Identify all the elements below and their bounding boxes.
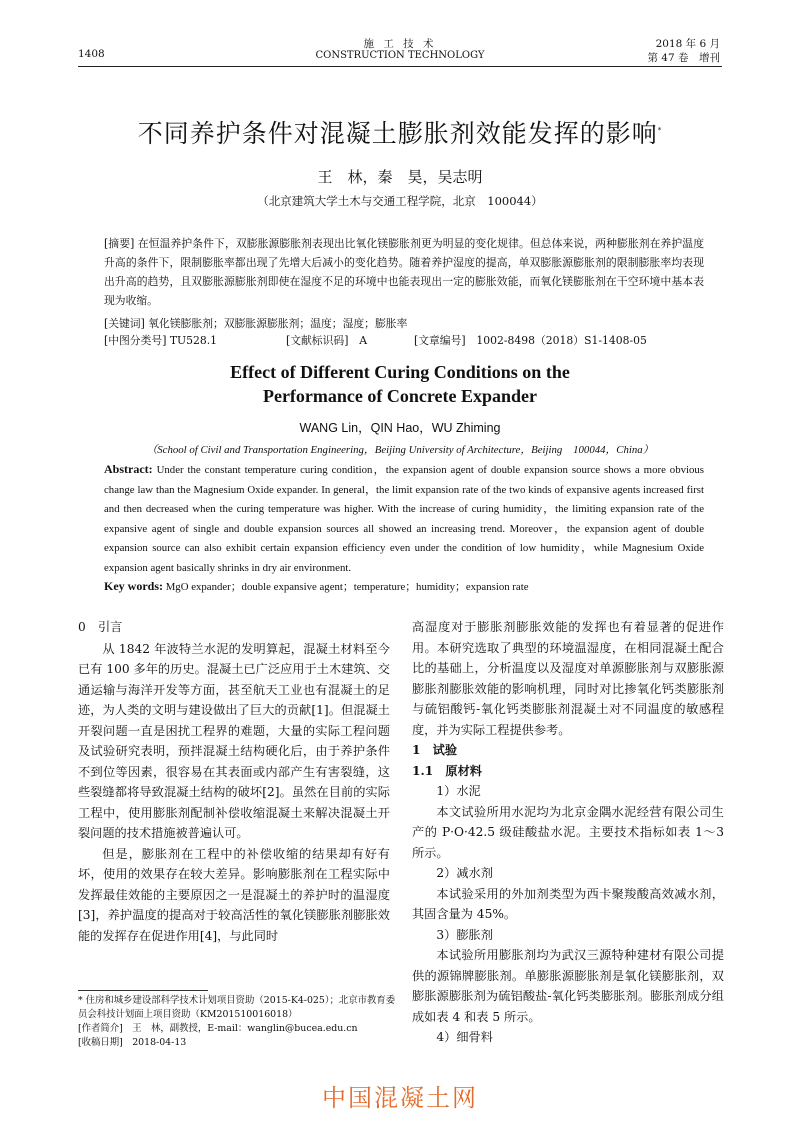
abstract-en [104,460,704,578]
abstract-cn: [摘要] 在恒温养护条件下，双膨胀源膨胀剂表现出比氧化镁膨胀剂更为明显的变化规律。但总体来说，两种膨胀剂在养护温度升高的条件下，限制膨胀率都出现了先增大后减小的变化趋势。随着养护湿度的提高，单双膨胀源膨胀剂的限制膨胀率均表现出升高的趋势，且双膨胀源膨胀剂即使在湿度不足的环境中也能表现出一定的膨胀效能，而氧化镁膨胀剂在干空环境中基本表现为收缩。 [104,237,704,307]
article-title-cn [0,114,800,150]
journal-name-en: CONSTRUCTION TECHNOLOGY [315,50,485,61]
paragraph: 本试验采用的外加剂类型为西卡聚羧酸高效减水剂，其固含量为 45%。 [412,886,724,921]
body-right-column [412,617,724,1048]
authors-cn: 王 林，秦 昊，吴志明 [317,168,483,186]
material-heading-fine-aggregate: 4）细骨料 [436,1030,493,1044]
body-left-column [78,617,390,946]
title-footnote-mark: * [657,126,663,135]
paragraph: 本试验所用膨胀剂均为武汉三源特种建材有限公司提供的源锦牌膨胀剂。单膨胀源膨胀剂是氧化镁膨胀剂，双膨胀源膨胀剂为硫铝酸盐-氧化钙类膨胀剂。膨胀剂成分组成如表 4 和表 5 所示。 [412,948,724,1024]
footnote-author: [作者简介] 王 林，副教授，E-mail：wanglin@bucea.edu.cn [78,1023,358,1034]
article-title-en-line2: Performance of Concrete Expander [262,386,538,406]
keywords-en [104,577,704,598]
paragraph: 本文试验所用水泥均为北京金隅水泥经营有限公司生产的 P·O·42.5 级硅酸盐水泥。主要技术指标如表 1～3 所示。 [412,804,724,860]
affiliation-cn: （北京建筑大学土木与交通工程学院，北京 100044） [257,194,543,208]
paragraph: 高湿度对于膨胀剂膨胀效能的发挥也有着显著的促进作用。本研究选取了典型的环境温湿度，在相同混凝土配合比的基础上，分析温度以及湿度对单源膨胀剂与双膨胀源膨胀剂膨胀效能的影响机理，同时对比掺氧化钙类膨胀剂与硫铝酸钙-氧化钙类膨胀剂混凝土对不同温度的敏感程度，并为实际工程提供参考。 [412,620,724,737]
title-text: 不同养护条件对混凝土膨胀剂效能发挥的影响 [137,119,658,148]
authors-en: WANG Lin，QIN Hao，WU Zhiming [299,421,501,435]
section-heading-test: 1 试验 [412,743,458,757]
document-code: [文献标识码] A [286,334,368,347]
article-id: [文章编号] 1002-8498（2018）S1-1408-05 [414,334,647,347]
article-title-en-line1: Effect of Different Curing Conditions on the [230,362,570,382]
keywords-cn: [关键词] 氧化镁膨胀剂；双膨胀源膨胀剂；温度；湿度；膨胀率 [104,317,408,330]
material-heading-cement: 1）水泥 [436,784,481,798]
material-heading-expander: 3）膨胀剂 [436,927,493,942]
footnote-funding: * 住房和城乡建设部科学技术计划项目资助（2015-K4-025）；北京市教育委员会科技计划面上项目资助（KM201510016018） [78,995,396,1020]
keywords-en-text: MgO expander；double expansive agent；temperature；humidity；expansion rate [165,581,529,593]
footnote-rule [78,990,208,991]
material-heading-reducer: 2）减水剂 [436,866,493,880]
page-number: 1408 [78,48,105,60]
section-heading-materials: 1.1 原材料 [412,763,482,778]
paragraph: 但是，膨胀剂在工程中的补偿收缩的结果却有好有坏，使用的效果存在较大差异。影响膨胀剂在工程实际中发挥最佳效能的主要原因之一是混凝土的养护时的温湿度[3]，养护温度的提高对于较高活性的氧化镁膨胀剂膨胀效能的发挥存在促进作用[4]，与此同时 [78,846,390,943]
section-heading-intro: 0 引言 [78,620,123,634]
footnote-received: [收稿日期] 2018-04-13 [78,1037,187,1048]
volume-info: 第 47 卷 增刊 [647,52,720,64]
abstract-en-text: Under the constant temperature curing condition，the expansion agent of double expansion source shows a more obvious change law than the Magnesium Oxide expander. In general，the limit expansion rate of the two kinds of expansive agents increased first and then decreased when the curing temperature was higher. With the increase of curing humidity，the limiting expansion rate of the expansive agent of single and double expansion sources all showed an increasing trend. Moreover，the expansion agent of double expansion source can also exhibit certain expansion efficiency even under the condition of low humidity，while Magnesium Oxide expansion agent basically shrinks in dry air environment. [104,464,704,574]
clc-number: [中图分类号] TU528.1 [104,334,218,347]
affiliation-en: （School of Civil and Transportation Engineering，Beijing University of Architecture，Beijing 100044，China） [146,444,654,456]
keywords-en-label: Key words: [104,579,163,593]
abstract-en-label: Abstract: [104,462,153,476]
site-watermark: 中国混凝土网 [322,1084,478,1112]
header-rule [78,66,722,67]
issue-date: 2018 年 6 月 [655,38,720,50]
paragraph: 从 1842 年波特兰水泥的发明算起，混凝土材料至今已有 100 多年的历史。混凝土已广泛应用于土木建筑、交通运输与海洋开发等方面，甚至航天工业也有混凝土的足迹，为人类的文明与建设做出了巨大的贡献[1]。但混凝土开裂问题一直是困扰工程界的难题，大量的实际工程问题及试验研究表明，预拌混凝土结构硬化后，由于养护条件不到位等因素，很容易在其表面或内部产生有害裂缝，这些裂缝都将导致混凝土结构的破坏[2]。虽然在目前的实际工程中，使用膨胀剂配制补偿收缩混凝土来解决混凝土开裂问题的技术措施被普遍认可。 [78,641,390,840]
journal-name-cn: 施 工 技 术 [363,38,437,50]
